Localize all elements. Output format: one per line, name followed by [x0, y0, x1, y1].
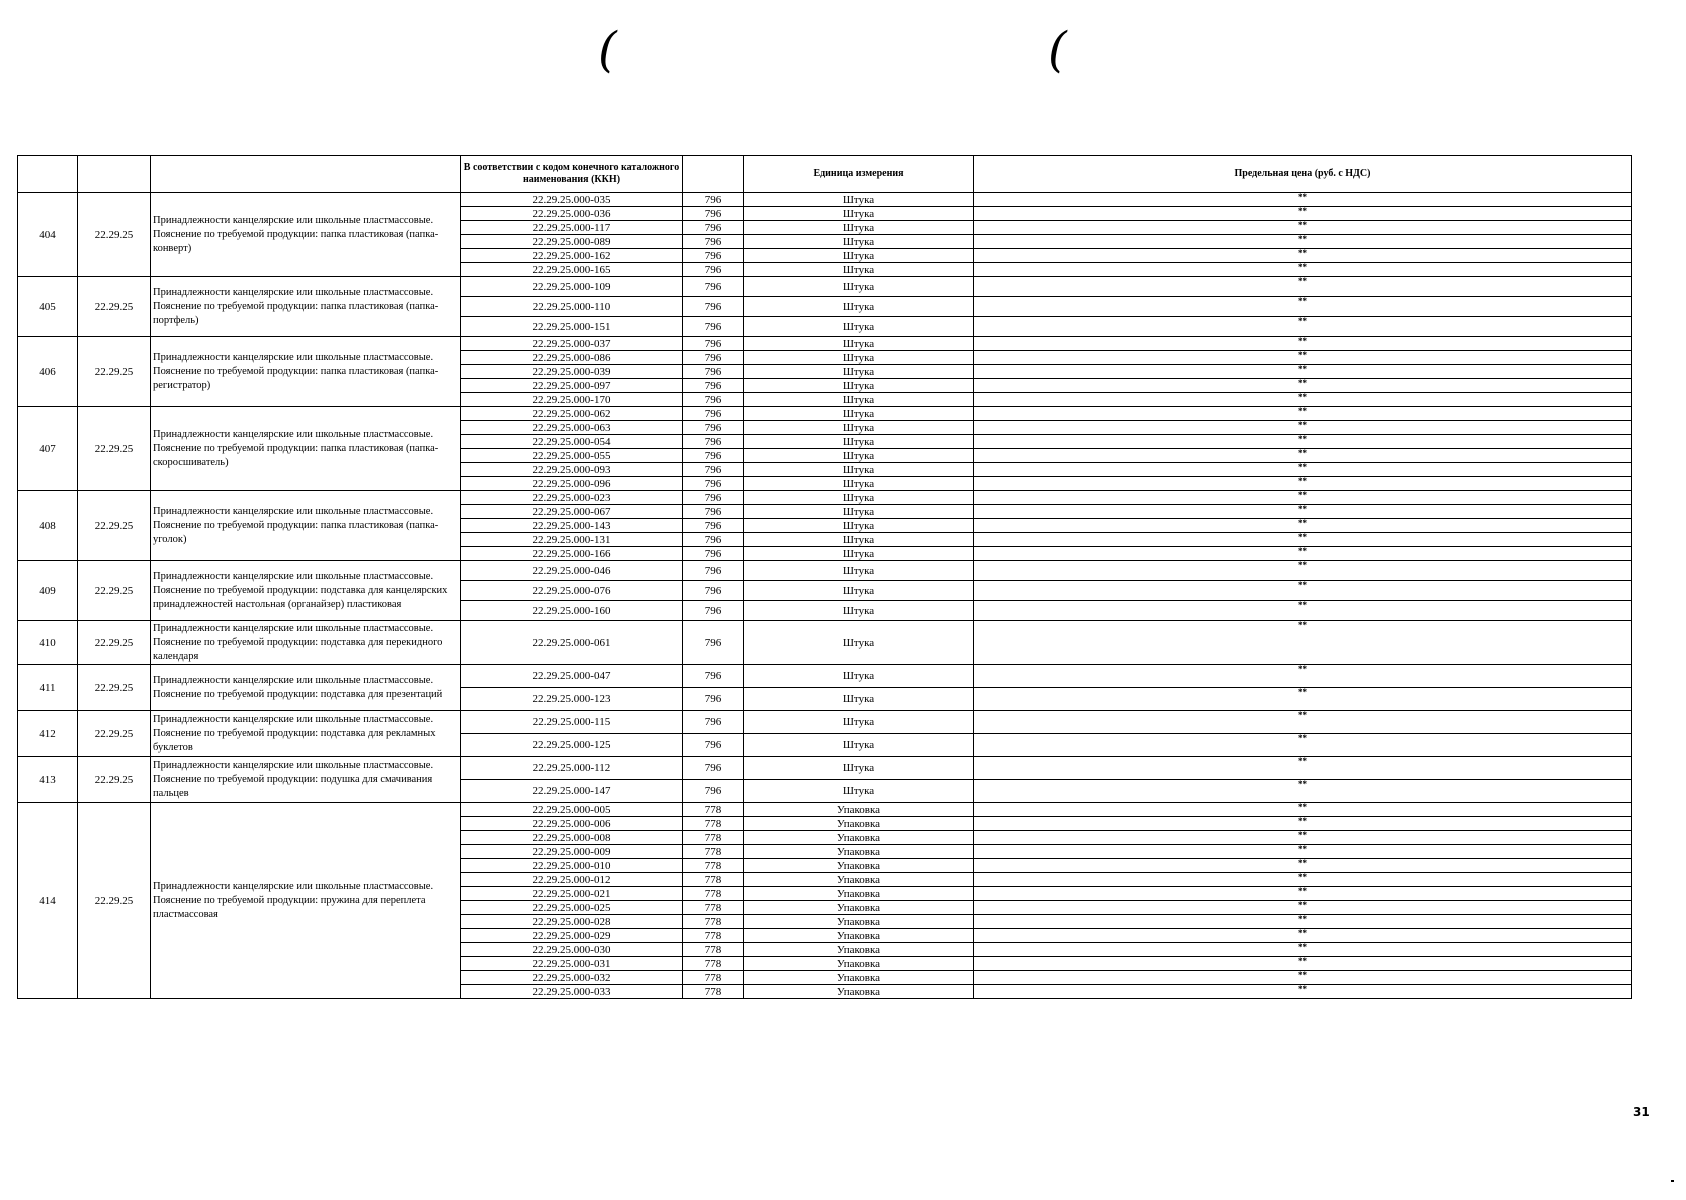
price-limit: **: [974, 734, 1632, 757]
unit-of-measure: Штука: [744, 407, 974, 421]
okei-code: 796: [683, 193, 744, 207]
unit-of-measure: Штука: [744, 379, 974, 393]
kkn-code: 22.29.25.000-086: [461, 351, 683, 365]
price-limit: **: [974, 688, 1632, 711]
unit-of-measure: Штука: [744, 561, 974, 581]
okei-code: 778: [683, 943, 744, 957]
kkn-code: 22.29.25.000-037: [461, 337, 683, 351]
price-limit: **: [974, 221, 1632, 235]
okei-code: 778: [683, 901, 744, 915]
price-limit: **: [974, 711, 1632, 734]
header-code: В соответствии с кодом конечного каталожного наименования (ККН): [461, 156, 683, 193]
okei-code: 796: [683, 665, 744, 688]
okei-code: 796: [683, 407, 744, 421]
price-table-container: [17, 155, 1631, 999]
kkn-code: 22.29.25.000-046: [461, 561, 683, 581]
price-limit: **: [974, 985, 1632, 999]
unit-of-measure: Штука: [744, 463, 974, 477]
unit-of-measure: Штука: [744, 477, 974, 491]
unit-of-measure: Штука: [744, 221, 974, 235]
price-limit: **: [974, 277, 1632, 297]
item-number: 404: [18, 193, 78, 277]
okei-code: 796: [683, 581, 744, 601]
okei-code: 796: [683, 561, 744, 581]
unit-of-measure: Штука: [744, 193, 974, 207]
kkn-code: 22.29.25.000-147: [461, 780, 683, 803]
item-description: Принадлежности канцелярские или школьные пластмассовые. Пояснение по требуемой продукции: подставка для рекламных буклетов: [151, 711, 461, 757]
unit-of-measure: Упаковка: [744, 901, 974, 915]
price-limit: **: [974, 477, 1632, 491]
table-row: [18, 803, 1632, 817]
item-description: Принадлежности канцелярские или школьные пластмассовые. Пояснение по требуемой продукции: подушка для смачивания пальцев: [151, 757, 461, 803]
item-description: Принадлежности канцелярские или школьные пластмассовые. Пояснение по требуемой продукции: папка пластиковая (папка-конверт): [151, 193, 461, 277]
table-row: [18, 665, 1632, 688]
okei-code: 796: [683, 435, 744, 449]
unit-of-measure: Упаковка: [744, 957, 974, 971]
unit-of-measure: Упаковка: [744, 943, 974, 957]
price-limit: **: [974, 505, 1632, 519]
price-limit: **: [974, 547, 1632, 561]
kkn-code: 22.29.25.000-093: [461, 463, 683, 477]
unit-of-measure: Штука: [744, 734, 974, 757]
unit-of-measure: Штука: [744, 365, 974, 379]
kkn-code: 22.29.25.000-025: [461, 901, 683, 915]
unit-of-measure: Упаковка: [744, 985, 974, 999]
unit-of-measure: Упаковка: [744, 859, 974, 873]
unit-of-measure: Штука: [744, 297, 974, 317]
kkn-code: 22.29.25.000-110: [461, 297, 683, 317]
unit-of-measure: Упаковка: [744, 915, 974, 929]
price-limit: **: [974, 263, 1632, 277]
table-row: [18, 193, 1632, 207]
unit-of-measure: Штука: [744, 505, 974, 519]
scan-speck: [1671, 1180, 1674, 1182]
price-limit: **: [974, 365, 1632, 379]
kkn-code: 22.29.25.000-054: [461, 435, 683, 449]
price-limit: **: [974, 601, 1632, 621]
okei-code: 796: [683, 421, 744, 435]
kkn-code: 22.29.25.000-112: [461, 757, 683, 780]
kkn-code: 22.29.25.000-123: [461, 688, 683, 711]
item-number: 412: [18, 711, 78, 757]
kkn-code: 22.29.25.000-063: [461, 421, 683, 435]
okei-code: 796: [683, 297, 744, 317]
price-limit: **: [974, 757, 1632, 780]
table-row: [18, 757, 1632, 780]
kkn-code: 22.29.25.000-030: [461, 943, 683, 957]
price-limit: **: [974, 621, 1632, 665]
kkn-code: 22.29.25.000-166: [461, 547, 683, 561]
okpd-code: 22.29.25: [78, 407, 151, 491]
okei-code: 796: [683, 221, 744, 235]
price-limit: **: [974, 491, 1632, 505]
okei-code: 796: [683, 780, 744, 803]
kkn-code: 22.29.25.000-010: [461, 859, 683, 873]
table-row: [18, 491, 1632, 505]
price-limit: **: [974, 193, 1632, 207]
price-limit: **: [974, 435, 1632, 449]
okpd-code: 22.29.25: [78, 711, 151, 757]
okei-code: 796: [683, 263, 744, 277]
unit-of-measure: Штука: [744, 351, 974, 365]
price-limit: **: [974, 533, 1632, 547]
price-limit: **: [974, 561, 1632, 581]
item-description: Принадлежности канцелярские или школьные пластмассовые. Пояснение по требуемой продукции: папка пластиковая (папка-регистратор): [151, 337, 461, 407]
okei-code: 778: [683, 887, 744, 901]
price-limit: **: [974, 887, 1632, 901]
okpd-code: 22.29.25: [78, 561, 151, 621]
unit-of-measure: Штука: [744, 249, 974, 263]
item-number: 409: [18, 561, 78, 621]
header-okpd: [78, 156, 151, 193]
price-limit: **: [974, 859, 1632, 873]
okei-code: 796: [683, 711, 744, 734]
unit-of-measure: Штука: [744, 393, 974, 407]
price-limit: **: [974, 207, 1632, 221]
table-row: [18, 337, 1632, 351]
kkn-code: 22.29.25.000-012: [461, 873, 683, 887]
unit-of-measure: Упаковка: [744, 831, 974, 845]
unit-of-measure: Штука: [744, 435, 974, 449]
okei-code: 796: [683, 505, 744, 519]
okei-code: 778: [683, 831, 744, 845]
item-description: Принадлежности канцелярские или школьные пластмассовые. Пояснение по требуемой продукции: пружина для переплета пластмассовая: [151, 803, 461, 999]
unit-of-measure: Штука: [744, 780, 974, 803]
okei-code: 778: [683, 803, 744, 817]
unit-of-measure: Штука: [744, 665, 974, 688]
kkn-code: 22.29.25.000-109: [461, 277, 683, 297]
item-description: Принадлежности канцелярские или школьные пластмассовые. Пояснение по требуемой продукции: подставка для презентаций: [151, 665, 461, 711]
table-row: [18, 561, 1632, 581]
price-limit: **: [974, 873, 1632, 887]
item-description: Принадлежности канцелярские или школьные пластмассовые. Пояснение по требуемой продукции: папка пластиковая (папка-уголок): [151, 491, 461, 561]
okei-code: 796: [683, 365, 744, 379]
okei-code: 796: [683, 533, 744, 547]
kkn-code: 22.29.25.000-151: [461, 317, 683, 337]
unit-of-measure: Упаковка: [744, 873, 974, 887]
okpd-code: 22.29.25: [78, 491, 151, 561]
unit-of-measure: Штука: [744, 337, 974, 351]
okei-code: 796: [683, 547, 744, 561]
kkn-code: 22.29.25.000-021: [461, 887, 683, 901]
okei-code: 778: [683, 859, 744, 873]
kkn-code: 22.29.25.000-036: [461, 207, 683, 221]
price-limit: **: [974, 845, 1632, 859]
kkn-code: 22.29.25.000-089: [461, 235, 683, 249]
kkn-code: 22.29.25.000-067: [461, 505, 683, 519]
header-price: Предельная цена (руб. с НДС): [974, 156, 1632, 193]
kkn-code: 22.29.25.000-170: [461, 393, 683, 407]
kkn-code: 22.29.25.000-096: [461, 477, 683, 491]
okei-code: 796: [683, 477, 744, 491]
unit-of-measure: Штука: [744, 207, 974, 221]
price-limit: **: [974, 407, 1632, 421]
price-limit: **: [974, 235, 1632, 249]
unit-of-measure: Штука: [744, 757, 974, 780]
price-limit: **: [974, 803, 1632, 817]
table-row: [18, 277, 1632, 297]
unit-of-measure: Штука: [744, 621, 974, 665]
kkn-code: 22.29.25.000-035: [461, 193, 683, 207]
price-limit: **: [974, 249, 1632, 263]
item-number: 413: [18, 757, 78, 803]
okpd-code: 22.29.25: [78, 277, 151, 337]
kkn-code: 22.29.25.000-131: [461, 533, 683, 547]
header-okei: [683, 156, 744, 193]
okei-code: 796: [683, 393, 744, 407]
okei-code: 796: [683, 519, 744, 533]
okpd-code: 22.29.25: [78, 337, 151, 407]
price-limit: **: [974, 780, 1632, 803]
okei-code: 778: [683, 957, 744, 971]
kkn-code: 22.29.25.000-029: [461, 929, 683, 943]
price-limit: **: [974, 971, 1632, 985]
unit-of-measure: Штука: [744, 711, 974, 734]
scan-mark-left: (: [598, 22, 617, 78]
okei-code: 796: [683, 207, 744, 221]
kkn-code: 22.29.25.000-162: [461, 249, 683, 263]
kkn-code: 22.29.25.000-005: [461, 803, 683, 817]
price-limit: **: [974, 351, 1632, 365]
unit-of-measure: Упаковка: [744, 929, 974, 943]
item-number: 411: [18, 665, 78, 711]
unit-of-measure: Штука: [744, 449, 974, 463]
price-limit: **: [974, 581, 1632, 601]
price-limit: **: [974, 831, 1632, 845]
kkn-code: 22.29.25.000-115: [461, 711, 683, 734]
okei-code: 778: [683, 845, 744, 859]
unit-of-measure: Штука: [744, 581, 974, 601]
okei-code: 796: [683, 235, 744, 249]
page-number: 31: [1633, 1105, 1650, 1119]
unit-of-measure: Упаковка: [744, 845, 974, 859]
kkn-code: 22.29.25.000-055: [461, 449, 683, 463]
okei-code: 796: [683, 317, 744, 337]
item-number: 405: [18, 277, 78, 337]
item-number: 407: [18, 407, 78, 491]
header-desc: [151, 156, 461, 193]
okei-code: 796: [683, 449, 744, 463]
price-limit: **: [974, 665, 1632, 688]
item-description: Принадлежности канцелярские или школьные пластмассовые. Пояснение по требуемой продукции: подставка для перекидного календаря: [151, 621, 461, 665]
kkn-code: 22.29.25.000-039: [461, 365, 683, 379]
kkn-code: 22.29.25.000-165: [461, 263, 683, 277]
kkn-code: 22.29.25.000-009: [461, 845, 683, 859]
okpd-code: 22.29.25: [78, 621, 151, 665]
table-body: [18, 193, 1632, 999]
price-limit: **: [974, 379, 1632, 393]
okei-code: 796: [683, 734, 744, 757]
okpd-code: 22.29.25: [78, 193, 151, 277]
okpd-code: 22.29.25: [78, 803, 151, 999]
kkn-code: 22.29.25.000-047: [461, 665, 683, 688]
okei-code: 796: [683, 379, 744, 393]
price-table: [17, 155, 1632, 999]
item-number: 408: [18, 491, 78, 561]
kkn-code: 22.29.25.000-033: [461, 985, 683, 999]
unit-of-measure: Штука: [744, 317, 974, 337]
okei-code: 796: [683, 463, 744, 477]
unit-of-measure: Штука: [744, 263, 974, 277]
okpd-code: 22.29.25: [78, 665, 151, 711]
unit-of-measure: Упаковка: [744, 803, 974, 817]
header-num: [18, 156, 78, 193]
price-limit: **: [974, 901, 1632, 915]
table-row: [18, 407, 1632, 421]
price-limit: **: [974, 393, 1632, 407]
okei-code: 796: [683, 621, 744, 665]
okei-code: 778: [683, 817, 744, 831]
kkn-code: 22.29.25.000-062: [461, 407, 683, 421]
unit-of-measure: Штука: [744, 533, 974, 547]
price-limit: **: [974, 449, 1632, 463]
price-limit: **: [974, 957, 1632, 971]
price-limit: **: [974, 337, 1632, 351]
price-limit: **: [974, 519, 1632, 533]
unit-of-measure: Штука: [744, 547, 974, 561]
scan-mark-right: (: [1048, 22, 1067, 78]
okei-code: 796: [683, 337, 744, 351]
kkn-code: 22.29.25.000-008: [461, 831, 683, 845]
okei-code: 796: [683, 688, 744, 711]
kkn-code: 22.29.25.000-076: [461, 581, 683, 601]
okpd-code: 22.29.25: [78, 757, 151, 803]
price-limit: **: [974, 421, 1632, 435]
price-limit: **: [974, 463, 1632, 477]
unit-of-measure: Упаковка: [744, 817, 974, 831]
okei-code: 778: [683, 929, 744, 943]
okei-code: 796: [683, 277, 744, 297]
okei-code: 778: [683, 985, 744, 999]
price-limit: **: [974, 943, 1632, 957]
kkn-code: 22.29.25.000-032: [461, 971, 683, 985]
unit-of-measure: Упаковка: [744, 887, 974, 901]
okei-code: 778: [683, 915, 744, 929]
okei-code: 796: [683, 249, 744, 263]
kkn-code: 22.29.25.000-031: [461, 957, 683, 971]
unit-of-measure: Штука: [744, 277, 974, 297]
price-limit: **: [974, 817, 1632, 831]
unit-of-measure: Штука: [744, 421, 974, 435]
kkn-code: 22.29.25.000-006: [461, 817, 683, 831]
price-limit: **: [974, 317, 1632, 337]
price-limit: **: [974, 929, 1632, 943]
item-description: Принадлежности канцелярские или школьные пластмассовые. Пояснение по требуемой продукции: подставка для канцелярских принадлежностей настольная (органайзер) пластиковая: [151, 561, 461, 621]
okei-code: 796: [683, 601, 744, 621]
kkn-code: 22.29.25.000-143: [461, 519, 683, 533]
header-unit: Единица измерения: [744, 156, 974, 193]
table-header-row: [18, 156, 1632, 193]
okei-code: 778: [683, 873, 744, 887]
price-limit: **: [974, 915, 1632, 929]
table-row: [18, 711, 1632, 734]
kkn-code: 22.29.25.000-117: [461, 221, 683, 235]
item-description: Принадлежности канцелярские или школьные пластмассовые. Пояснение по требуемой продукции: папка пластиковая (папка-портфель): [151, 277, 461, 337]
unit-of-measure: Штука: [744, 519, 974, 533]
okei-code: 796: [683, 491, 744, 505]
unit-of-measure: Штука: [744, 601, 974, 621]
kkn-code: 22.29.25.000-160: [461, 601, 683, 621]
item-number: 406: [18, 337, 78, 407]
table-row: [18, 621, 1632, 665]
unit-of-measure: Упаковка: [744, 971, 974, 985]
unit-of-measure: Штука: [744, 235, 974, 249]
kkn-code: 22.29.25.000-061: [461, 621, 683, 665]
unit-of-measure: Штука: [744, 688, 974, 711]
kkn-code: 22.29.25.000-097: [461, 379, 683, 393]
unit-of-measure: Штука: [744, 491, 974, 505]
okei-code: 778: [683, 971, 744, 985]
okei-code: 796: [683, 757, 744, 780]
kkn-code: 22.29.25.000-023: [461, 491, 683, 505]
kkn-code: 22.29.25.000-028: [461, 915, 683, 929]
item-number: 410: [18, 621, 78, 665]
okei-code: 796: [683, 351, 744, 365]
item-description: Принадлежности канцелярские или школьные пластмассовые. Пояснение по требуемой продукции: папка пластиковая (папка-скоросшиватель): [151, 407, 461, 491]
kkn-code: 22.29.25.000-125: [461, 734, 683, 757]
price-limit: **: [974, 297, 1632, 317]
item-number: 414: [18, 803, 78, 999]
